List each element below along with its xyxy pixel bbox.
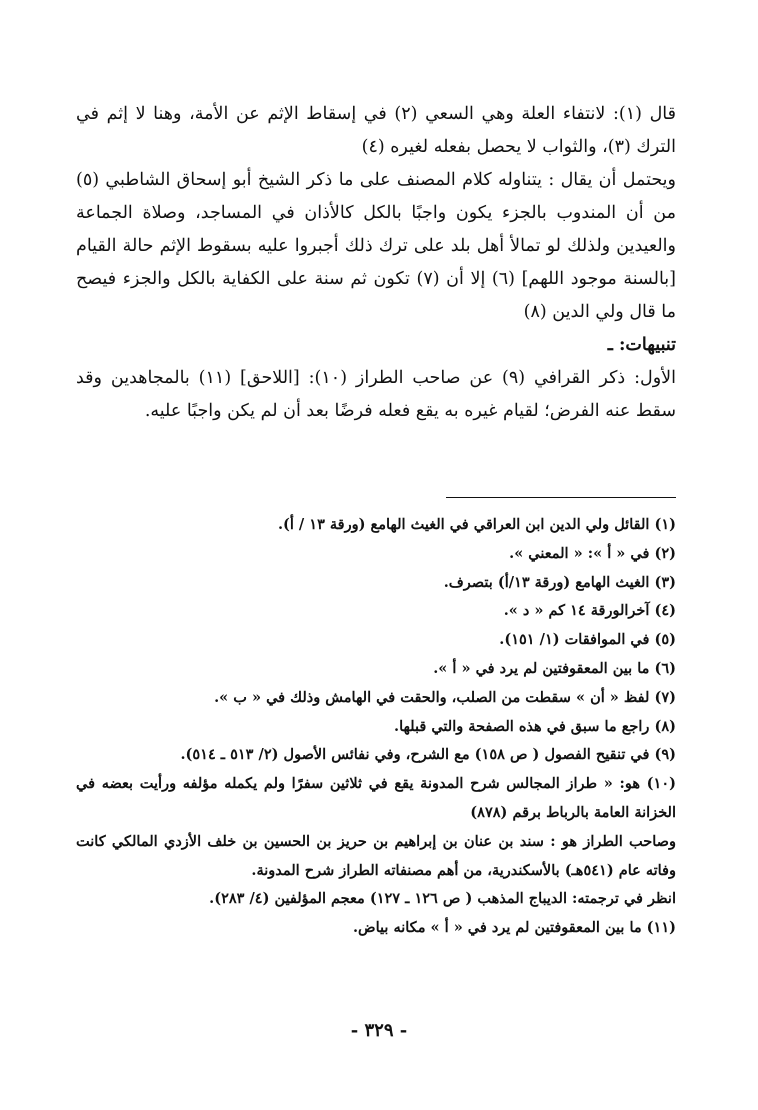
footnote-10-continued: وصاحب الطراز هو : سند بن عنان بن إبراهيم بن حريز بن الحسين بن خلف الأزدي المالكي كانت وفاته عام (٥٤١هـ) بالأسكندرية، من أهم مصنفاته الطراز شرح المدونة. xyxy=(76,832,676,879)
section-heading: تنبيهات: ـ xyxy=(607,335,676,355)
footnote-5: (٥) في الموافقات (١/ ١٥١). xyxy=(499,631,676,649)
paragraph-3: الأول: ذكر القرافي (٩) عن صاحب الطراز (١٠): [اللاحق] (١١) بالمجاهدين وقد سقط عنه الفرض؛ لقيام غيره به يقع فعله فرضًا بعد أن لم يكن واجبًا عليه. xyxy=(76,368,677,421)
footnote-divider xyxy=(446,497,676,498)
footnote-6: (٦) ما بين المعقوفتين لم يرد في « أ ». xyxy=(433,659,676,677)
main-text xyxy=(76,98,676,428)
paragraph-1: قال (١): لانتفاء العلة وهي السعي (٢) في إسقاط الإثم عن الأمة، وهنا لا إثم في الترك (٣)، والثواب لا يحصل بفعله لغيره (٤) xyxy=(76,104,676,157)
footnote-1: (١) القائل ولي الدين ابن العراقي في الغيث الهامع (ورقة ١٣ / أ). xyxy=(277,516,676,533)
footnote-10-reference: انظر في ترجمته: الديباج المذهب ( ص ١٢٦ ـ ١٢٧) معجم المؤلفين (٤/ ٢٨٣). xyxy=(209,890,676,908)
page-number: - ٣٢٩ - xyxy=(350,1020,408,1041)
paragraph-2: ويحتمل أن يقال : يتناوله كلام المصنف على ما ذكر الشيخ أبو إسحاق الشاطبي (٥) من أن المندوب بالجزء يكون واجبًا بالكل كالأذان في المساجد، وصلاة الجماعة والعيدين ولذلك لو تمالأ أهل بلد على ترك ذلك أجبروا عليه بسقوط الإثم حالة القيام [بالسنة موجود اللهم] (٦) إلا أن (٧) تكون ثم سنة على الكفاية بالكل والجزء فيصح ما قال ولي الدين (٨) xyxy=(76,170,677,322)
footnote-9: (٩) في تنقيح الفصول ( ص ١٥٨) مع الشرح، وفي نفائس الأصول (٢/ ٥١٣ ـ ٥١٤). xyxy=(180,746,676,764)
footnote-10: (١٠) هو: « طراز المجالس شرح المدونة يقع في ثلاثين سفرًا ولم يكمله مؤلفه ورأيت بعضه في الخزانة العامة بالرباط برقم (٨٧٨) xyxy=(76,775,676,821)
footnote-7: (٧) لفظ « أن » سقطت من الصلب، والحقت في الهامش وذلك في « ب ». xyxy=(214,688,676,706)
footnote-8: (٨) راجع ما سبق في هذه الصفحة والتي قبلها. xyxy=(394,717,676,735)
footnotes xyxy=(76,511,676,943)
footnote-11: (١١) ما بين المعقوفتين لم يرد في « أ » مكانه بياض. xyxy=(353,919,676,937)
footnote-3: (٣) الغيث الهامع (ورقة ١٣/أ) بتصرف. xyxy=(443,573,676,591)
footnote-2: (٢) في « أ »: « المعني ». xyxy=(509,544,676,562)
footnote-4: (٤) آخرالورقة ١٤ كم « د ». xyxy=(503,602,676,620)
